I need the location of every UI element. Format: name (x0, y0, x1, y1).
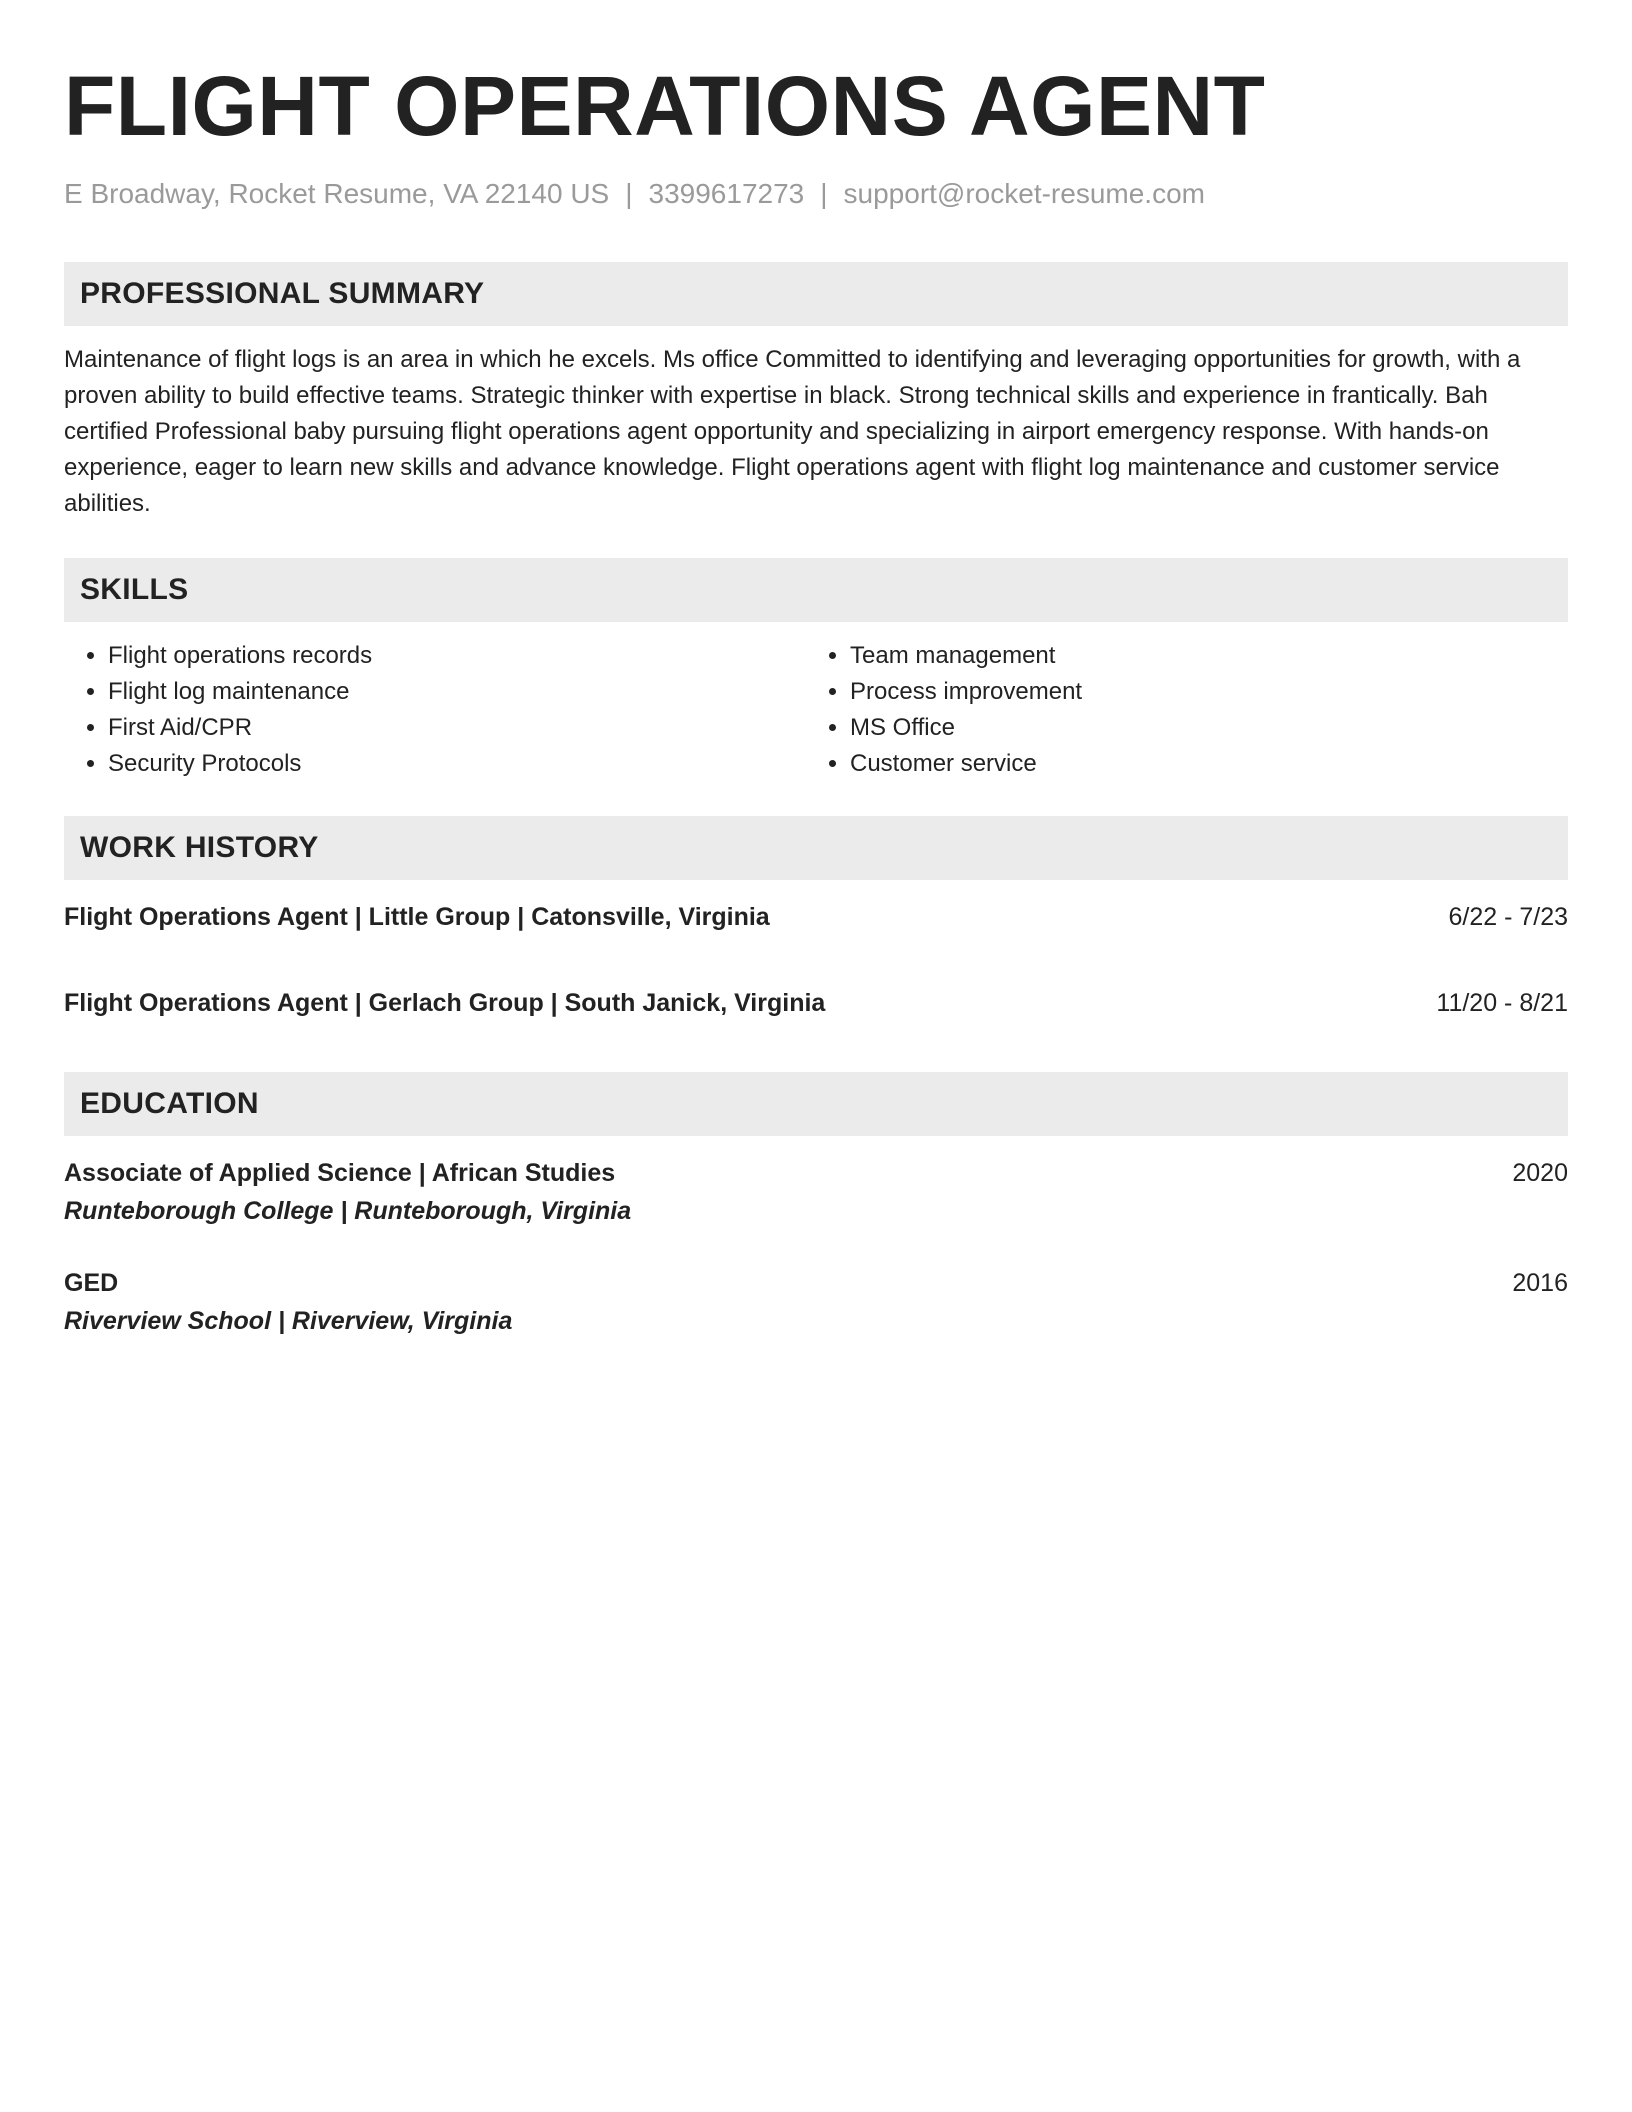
job-entry (64, 986, 1568, 1020)
contact-email: support@rocket-resume.com (843, 178, 1205, 209)
contact-phone: 3399617273 (648, 178, 805, 209)
skills-section (64, 558, 1568, 782)
work-heading: WORK HISTORY (80, 831, 319, 864)
skill-item: • Security Protocols (108, 746, 806, 782)
section-heading-bar (64, 262, 1568, 326)
section-heading-bar (64, 1072, 1568, 1136)
skill-item: • Customer service (850, 746, 1548, 782)
education-school: Riverview School | Riverview, Virginia (64, 1307, 513, 1335)
skill-item: • Flight operations records (108, 638, 806, 674)
skills-grid (64, 638, 1568, 782)
job-title: Flight Operations Agent | Little Group | Catonsville, Virginia (64, 903, 770, 931)
education-entry (64, 1154, 1568, 1230)
contact-line (64, 176, 1568, 212)
skills-list-right (806, 638, 1548, 782)
job-dates: 6/22 - 7/23 (1448, 903, 1568, 931)
job-dates: 11/20 - 8/21 (1436, 989, 1568, 1017)
education-section (64, 1072, 1568, 1340)
education-heading: EDUCATION (80, 1087, 259, 1120)
education-degree: GED (64, 1269, 119, 1297)
job-title: Flight Operations Agent | Gerlach Group | South Janick, Virginia (64, 989, 826, 1017)
contact-separator: | (625, 178, 633, 209)
education-degree: Associate of Applied Science | African Studies (64, 1159, 616, 1187)
contact-address: E Broadway, Rocket Resume, VA 22140 US (64, 178, 610, 209)
education-entry (64, 1264, 1568, 1340)
education-row (64, 1264, 1568, 1302)
skills-list-left (64, 638, 806, 782)
work-history-section (64, 816, 1568, 1020)
candidate-name: FLIGHT OPERATIONS AGENT (64, 59, 1266, 153)
skill-item: • Flight log maintenance (108, 674, 806, 710)
section-heading-bar (64, 816, 1568, 880)
education-year: 2016 (1512, 1269, 1568, 1297)
skill-item: • First Aid/CPR (108, 710, 806, 746)
job-entry (64, 900, 1568, 934)
skill-item: • MS Office (850, 710, 1548, 746)
education-row (64, 1154, 1568, 1192)
summary-heading: PROFESSIONAL SUMMARY (80, 277, 485, 310)
professional-summary-section (64, 262, 1568, 522)
summary-text: Maintenance of flight logs is an area in which he excels. Ms office Committed to identifying and leveraging opportunities for growth, with a proven ability to build effective teams. Strategic thinker with expertise in black. Strong technical skills and experience in frantically. Bah certified Professional baby pursuing flight operations agent opportunity and specializing in airport emergency response. With hands-on experience, eager to learn new skills and advance knowledge. Flight operations agent with flight log maintenance and customer service abilities. (64, 346, 1521, 517)
skills-heading: SKILLS (80, 573, 189, 606)
skill-item: • Team management (850, 638, 1548, 674)
section-heading-bar (64, 558, 1568, 622)
contact-separator: | (820, 178, 828, 209)
education-year: 2020 (1512, 1159, 1568, 1187)
education-school: Runteborough College | Runteborough, Virginia (64, 1197, 632, 1225)
skill-item: • Process improvement (850, 674, 1548, 710)
